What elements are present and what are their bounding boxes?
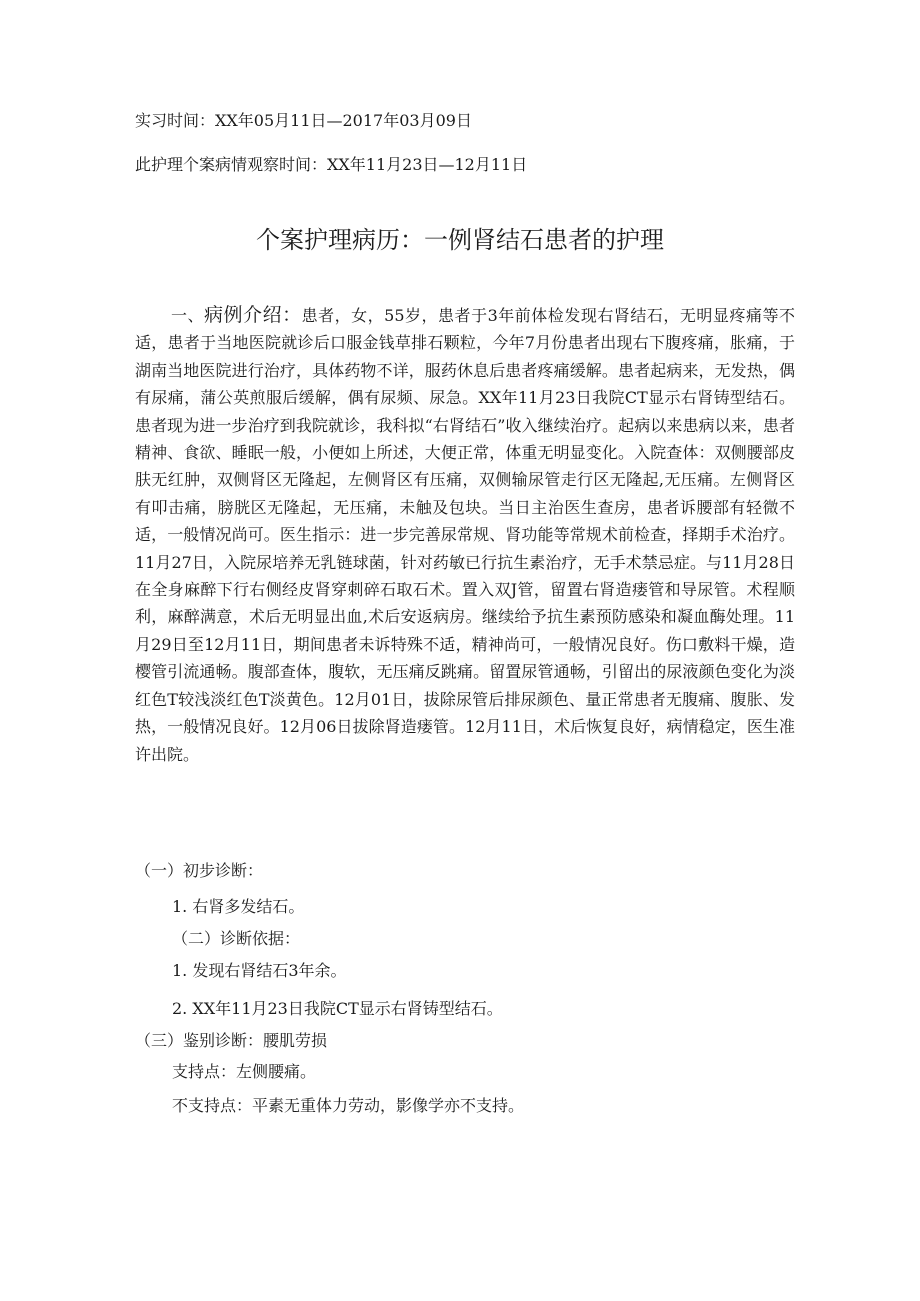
observation-time: 此护理个案病情观察时间：XX年11月23日—12月11日 [135,155,528,174]
preliminary-diagnosis-item: 1. 右肾多发结石。 [172,897,305,916]
internship-time: 实习时间：XX年05月11日—2017年03月09日 [135,111,472,130]
supporting-points: 支持点：左侧腰痛。 [172,1062,317,1081]
page-title: 个案护理病历：一例肾结石患者的护理 [256,226,664,254]
differential-diagnosis-heading: （三）鉴别诊断：腰肌劳损 [135,1031,328,1050]
case-intro-body: 患者，女，55岁，患者于3年前体检发现右肾结石，无明显疼痛等不适，患者于当地医院就诊后口服金钱草排石颗粒，今年7月份患者出现右下腹疼痛，胀痛，于湖南当地医院进行治疗，具体药物不详，服药休息后患者疼痛缓解。患者起病来，无发热，偶有尿痛，蒲公英煎服后缓解，偶有尿频、尿急。XX年11月23日我院CT显示右肾铸型结石。患者现为进一步治疗到我院就诊，我科拟“右肾结石”收入继续治疗。起病以来患病以来，患者精神、食欲、睡眠一般，小便如上所述，大便正常，体重无明显变化。入院查体：双侧腰部皮肤无红肿，双侧肾区无隆起，左侧肾区有压痛，双侧输尿管走行区无隆起,无压痛。左侧肾区有叩击痛，膀胱区无隆起，无压痛，未触及包块。当日主治医生查房，患者诉腰部有轻微不适，一般情况尚可。医生指示：进一步完善尿常规、肾功能等常规术前检查，择期手术治疗。11月27日，入院尿培养无乳链球菌，针对药敏已行抗生素治疗，无手术禁忌症。与11月28日在全身麻醉下行右侧经皮肾穿刺碎石取石术。置入双J管，留置右肾造瘘管和导尿管。术程顺利，麻醉满意，术后无明显出血,术后安返病房。继续给予抗生素预防感染和凝血酶处理。11月29日至12月11日，期间患者未诉特殊不适，精神尚可，一般情况良好。伤口敷料干燥，造樱管引流通畅。腹部查体，腹软，无压痛反跳痛。留置尿管通畅，引留出的尿液颜色变化为淡红色T较浅淡红色T淡黄色。12月01日，拔除尿管后排尿颜色、量正常患者无腹痛、腹胀、发热，一般情况良好。12月06日拔除肾造瘘管。12月11日，术后恢复良好，病情稳定，医生准许出院。 [135,306,795,764]
case-intro-paragraph [135,302,795,768]
diagnosis-basis-item-1: 1. 发现右肾结石3年余。 [172,961,347,980]
diagnosis-basis-item-2: 2. XX年11月23日我院CT显示右肾铸型结石。 [172,999,503,1018]
case-intro-number: 一、 [171,306,205,325]
diagnosis-basis-heading: （二）诊断依据： [172,929,301,948]
preliminary-diagnosis-heading: （一）初步诊断： [135,861,264,880]
non-supporting-points: 不支持点：平素无重体力劳动，影像学亦不支持。 [172,1096,525,1115]
case-intro-heading: 病例介绍： [204,304,302,326]
